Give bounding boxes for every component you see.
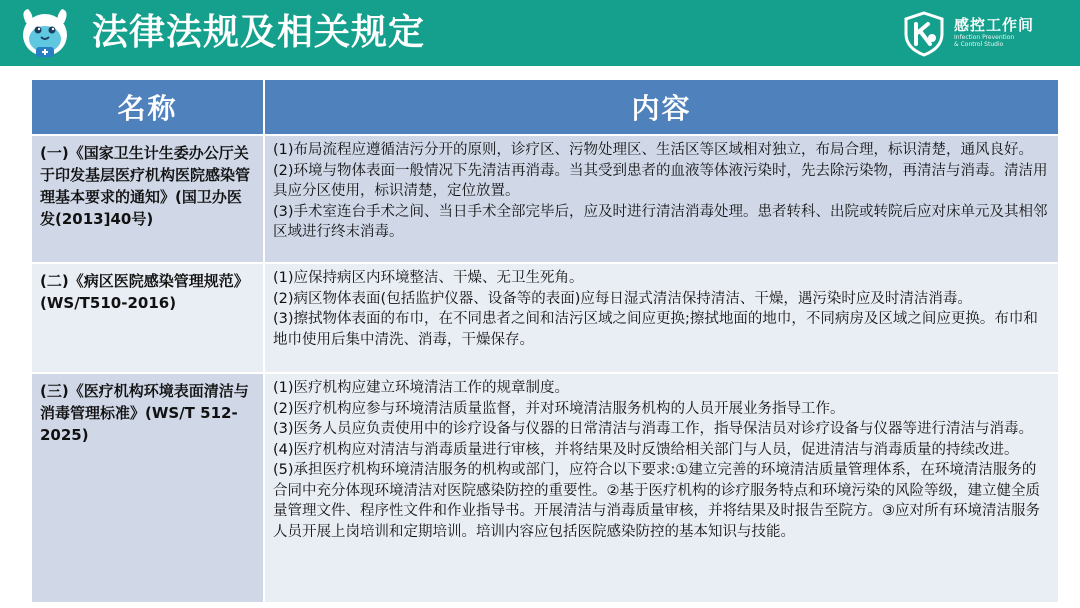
regulation-content <box>265 136 1058 262</box>
content-item: (5)承担医疗机构环境清洁服务的机构或部门，应符合以下要求:①建立完善的环境清洁质量管理体系，在环境清洁服务的合同中充分体现环境清洁对医院感染防控的重要性。②基于医疗机构的诊疗服务特点和环境污染的风险等级，建立健全质量管理文件、程序性文件和作业指导书。开展清洁与消毒质量审核，并将结果及时报告至院方。③应对所有环境清洁服务人员开展上岗培训和定期培训。培训内容应包括医院感染防控的基本知识与技能。 <box>273 462 1040 540</box>
brand-subtitle-1: Infection Prevention <box>954 34 1015 41</box>
regulation-name: (一)《国家卫生计生委办公厅关于印发基层医疗机构医院感染管理基本要求的通知》(国卫办医发(2013]40号) <box>32 136 265 262</box>
regulations-table <box>32 80 1058 602</box>
regulation-name: (三)《医疗机构环境表面清洁与消毒管理标准》(WS/T 512-2025) <box>32 374 265 602</box>
content-item: (2)医疗机构应参与环境清洁质量监督，并对环境清洁服务机构的人员开展业务指导工作。 <box>273 400 845 417</box>
page-title: 法律法规及相关规定 <box>92 12 426 53</box>
content-item: (3)擦拭物体表面的布巾，在不同患者之间和洁污区域之间应更换;擦拭地面的地巾，不同病房及区域之间应更换。布巾和地巾使用后集中清洗、消毒，干燥保存。 <box>273 311 1038 348</box>
column-header-name: 名称 <box>32 80 265 134</box>
column-header-content: 内容 <box>631 92 692 125</box>
logo-shield-icon <box>900 10 948 58</box>
table-header <box>32 80 1058 134</box>
content-item: (4)医疗机构应对清洁与消毒质量进行审核，并将结果及时反馈给相关部门与人员，促进清洁与消毒质量的持续改进。 <box>273 441 1019 458</box>
content-item: (2)环境与物体表面一般情况下先清洁再消毒。当其受到患者的血液等体液污染时，先去除污染物，再清洁与消毒。清洁用具应分区使用，标识清楚，定位放置。 <box>273 162 1048 199</box>
regulation-name: (二)《病区医院感染管理规范》(WS/T510-2016) <box>32 264 265 372</box>
brand-name: 感控工作间 <box>954 16 1035 34</box>
regulation-content <box>265 264 1058 372</box>
table-row <box>32 262 1058 372</box>
mascot-icon <box>14 3 76 63</box>
content-item: (1)医疗机构应建立环境清洁工作的规章制度。 <box>273 380 570 396</box>
content-item: (3)医务人员应负责使用中的诊疗设备与仪器的日常清洁与消毒工作，指导保洁员对诊疗设备与仪器等进行清洁与消毒。 <box>273 421 1034 437</box>
content-item: (1)应保持病区内环境整洁、干燥、无卫生死角。 <box>273 270 584 286</box>
regulation-content <box>265 374 1058 602</box>
content-item: (1)布局流程应遵循洁污分开的原则，诊疗区、污物处理区、生活区等区域相对独立，布局合理，标识清楚，通风良好。 <box>273 142 1034 158</box>
table-row <box>32 372 1058 602</box>
content-item: (2)病区物体表面(包括监护仪器、设备等的表面)应每日湿式清洁保持清洁、干燥，遇污染时应及时清洁消毒。 <box>273 290 972 307</box>
table-row <box>32 134 1058 262</box>
header-bar <box>0 0 1080 66</box>
brand-logo <box>954 16 1074 48</box>
content-item: (3)手术室连台手术之间、当日手术全部完毕后，应及时进行清洁消毒处理。患者转科、出院或转院后应对床单元及其相邻区域进行终末消毒。 <box>273 203 1048 240</box>
brand-subtitle-2: & Control Studio <box>954 41 1004 48</box>
